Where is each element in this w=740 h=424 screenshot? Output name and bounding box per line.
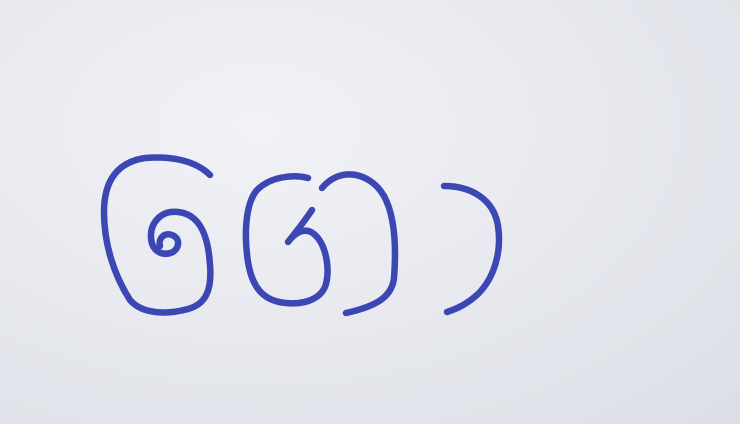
glyph-3-arc — [322, 174, 395, 313]
glyph-1-spiral — [104, 158, 210, 313]
glyph-4-curve — [444, 186, 499, 312]
glyph-2-body — [246, 176, 328, 303]
